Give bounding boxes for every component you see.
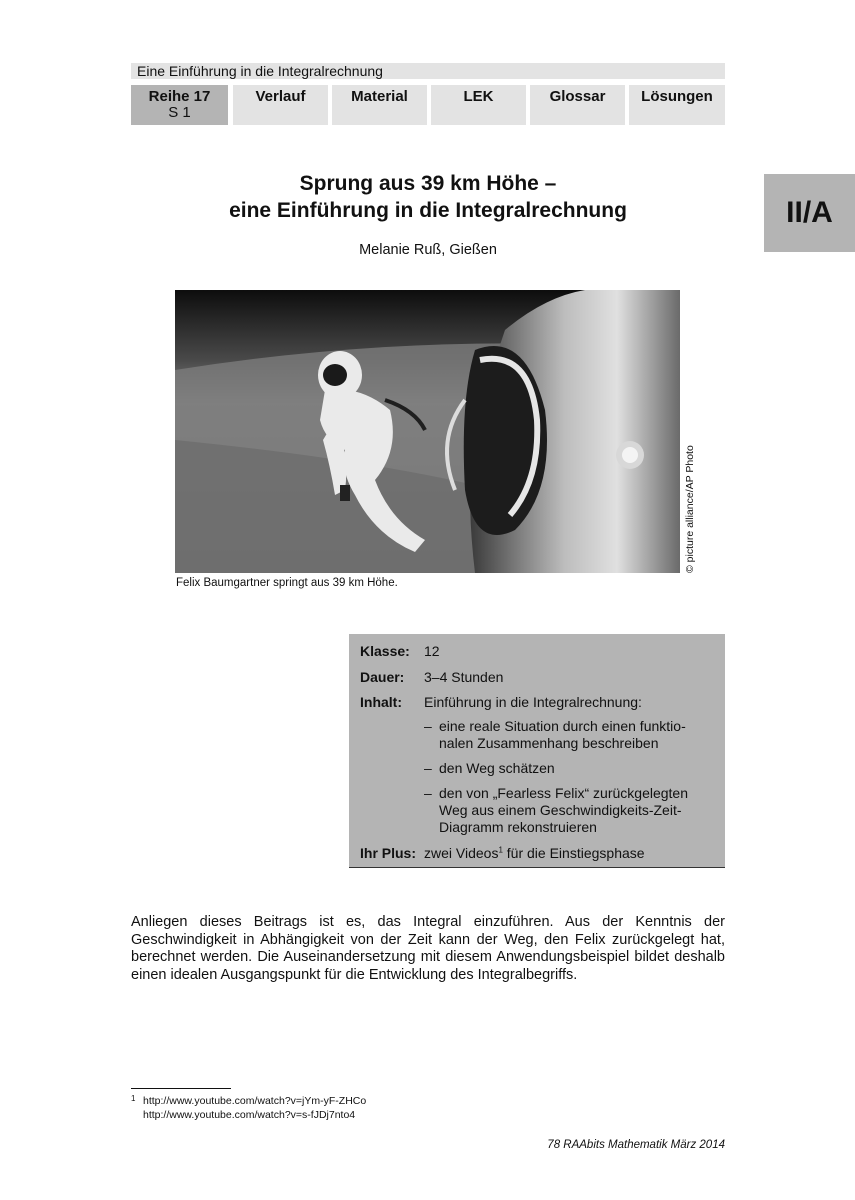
list-item (424, 785, 714, 836)
footnote-number: 1 (131, 1094, 136, 1103)
footnote-link-2[interactable]: http://www.youtube.com/watch?v=s-fJDj7nto4 (143, 1109, 356, 1121)
bullet-dash: – (424, 718, 432, 734)
series-title: Eine Einführung in die Integralrechnung (137, 63, 383, 79)
footnote-link-1[interactable]: http://www.youtube.com/watch?v=jYm-yF-ZHCo (143, 1095, 367, 1107)
tab-verlauf[interactable] (233, 85, 328, 125)
photo-credit: © picture alliance/AP Photo (684, 445, 696, 573)
tab-lek[interactable] (431, 85, 526, 125)
tab-loesungen[interactable] (629, 85, 725, 125)
tab-material[interactable] (332, 85, 427, 125)
bullet-dash: – (424, 760, 432, 776)
title-line-2: eine Einführung in die Integralrechnung (229, 199, 627, 222)
tab-reihe-sub: S 1 (168, 104, 191, 121)
title-line-1: Sprung aus 39 km Höhe – (299, 172, 557, 195)
inhalt-label: Inhalt: (360, 694, 402, 710)
side-tab-label: II/A (786, 196, 833, 229)
plus-text-b: für die Einstiegsphase (502, 845, 645, 861)
photo-caption: Felix Baumgartner springt aus 39 km Höhe. (176, 577, 398, 589)
tab-verlauf-label: Verlauf (255, 88, 306, 105)
bullet-dash: – (424, 785, 432, 801)
series-title-bar (131, 63, 725, 79)
inhalt-value: Einführung in die Integralrechnung: (424, 694, 642, 710)
author: Melanie Ruß, Gießen (359, 242, 497, 258)
klasse-value: 12 (424, 643, 440, 659)
jump-photo (175, 290, 680, 573)
tab-loesungen-label: Lösungen (641, 88, 713, 105)
tab-lek-label: LEK (463, 88, 494, 105)
dauer-label: Dauer: (360, 669, 405, 685)
tab-material-label: Material (351, 88, 408, 105)
tab-reihe-label: Reihe 17 (148, 88, 211, 105)
side-tab (764, 174, 855, 252)
page-title (131, 170, 725, 224)
page-footer: 78 RAAbits Mathematik März 2014 (547, 1139, 725, 1151)
header-nav (131, 85, 725, 125)
plus-footnote-ref: 1 (498, 845, 503, 855)
tab-glossar[interactable] (530, 85, 625, 125)
dauer-value: 3–4 Stunden (424, 669, 504, 685)
jump-photo-illustration (175, 290, 680, 573)
list-item (424, 760, 714, 777)
bullet-text: den Weg schätzen (439, 760, 555, 776)
footnote (131, 1094, 366, 1122)
tab-glossar-label: Glossar (549, 88, 606, 105)
info-box (349, 634, 725, 868)
plus-value (424, 845, 645, 861)
plus-label: Ihr Plus: (360, 845, 417, 861)
tab-reihe[interactable] (131, 85, 228, 125)
intro-paragraph: Anliegen dieses Beitrags ist es, das Integral einzuführen. Aus der Kenntnis der Geschwindigkeit in Abhängigkeit von der Zeit kann der Weg, den Felix zurückgelegt hat, berechnet werden. Die Auseinandersetzung mit diesem Anwendungsbeispiel bildet deshalb einen idealen Ausgangspunkt für die Entwicklung des Integralbegriffs. (131, 914, 725, 983)
klasse-label: Klasse: (360, 643, 410, 659)
footnote-divider (131, 1088, 231, 1089)
bullet-text: eine reale Situation durch einen funktionalen Zusammenhang beschreiben (439, 718, 686, 751)
bullet-text: den von „Fearless Felix“ zurückgelegten Weg aus einem Geschwindigkeits-Zeit-Diagramm rekonstruieren (439, 785, 689, 835)
list-item (424, 718, 714, 752)
plus-text-a: zwei Videos (424, 845, 499, 861)
